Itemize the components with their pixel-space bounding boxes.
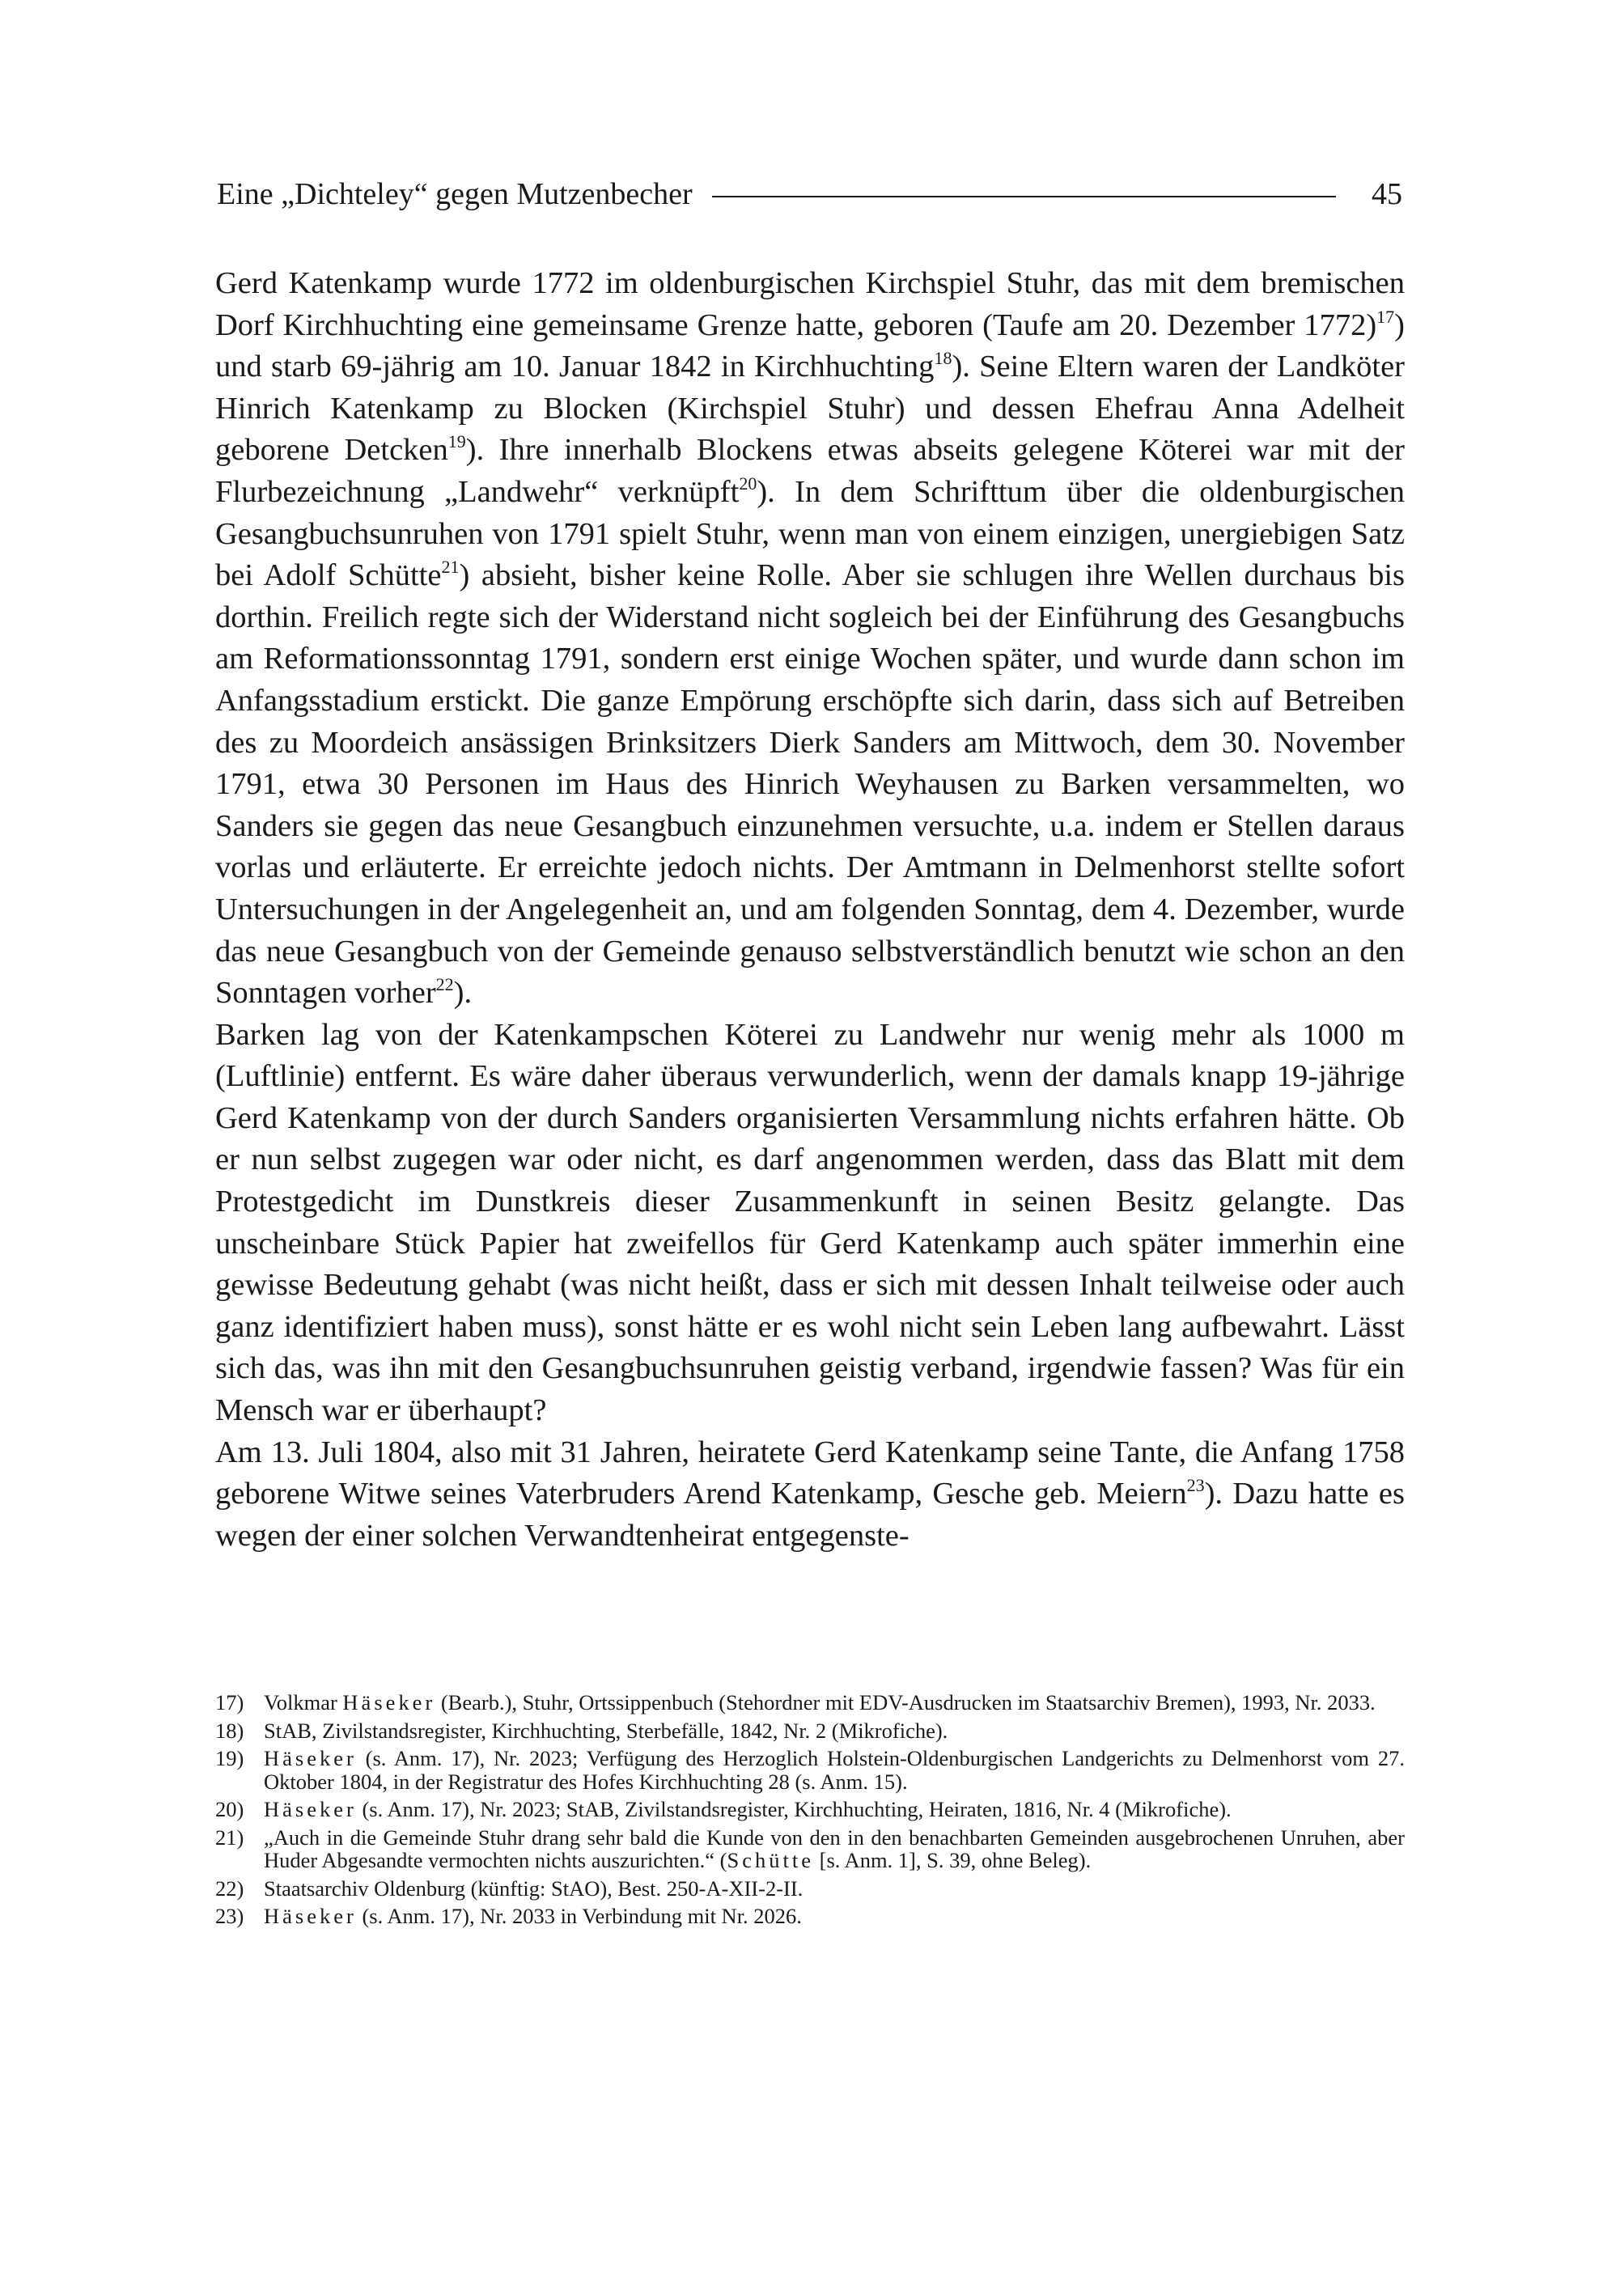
footnote-23: 23) Häseker (s. Anm. 17), Nr. 2033 in Verbindung mit Nr. 2026. <box>215 1904 802 1928</box>
paragraph-2: Barken lag von der Katenkampschen Köterei zu Landwehr nur wenig mehr als 1000 m (Luftlinie) entfernt. Es wäre daher überaus verwunderlich, wenn der damals knapp 19-jährige Gerd Katenkamp von der durch Sanders organisierten Versammlung nichts erfahren hätte. Ob er nun selbst zugegen war oder nicht, es darf angenommen werden, dass das Blatt mit dem Protestgedicht im Dunstkreis dieser Zusammenkunft in seinen Besitz gelangte. Das unscheinbare Stück Papier hat zweifellos für Gerd Katenkamp auch später immerhin eine gewisse Bedeutung gehabt (was nicht heißt, dass er sich mit dessen Inhalt teilweise oder auch ganz identifiziert haben muss), sonst hätte er es wohl nicht sein Leben lang aufbewahrt. Lässt sich das, was ihn mit den Gesangbuchsunruhen geistig verband, irgendwie fassen? Was für ein Mensch war er überhaupt? <box>215 1017 1405 1428</box>
footnote-ref-18: 18 <box>934 348 952 369</box>
footnote-ref-19: 19 <box>447 431 466 452</box>
footnote-ref-17: 17 <box>1376 306 1395 327</box>
footnote-17: 17) Volkmar Häseker (Bearb.), Stuhr, Ortssippenbuch (Stehordner mit EDV-Ausdrucken im Staatsarchiv Bremen), 1993, Nr. 2033. <box>215 1690 1376 1714</box>
author-name: Häseker <box>342 1690 436 1714</box>
main-text <box>215 263 1405 1557</box>
footnote-ref-21: 21 <box>441 557 460 578</box>
footnote-21: 21) „Auch in die Gemeinde Stuhr drang sehr bald die Kunde von den in den benachbarten Gemeinden ausgebrochenen Unruhen, aber Huder Abgesandte vermochten nichts auszurichten.“ (Schütte [s. Anm. 1], S. 39, ohne Beleg). <box>215 1825 1405 1872</box>
footnote-18: 18) StAB, Zivilstandsregister, Kirchhuchting, Sterbefälle, 1842, Nr. 2 (Mikrofiche). <box>215 1718 948 1743</box>
footnotes <box>215 1691 1405 1933</box>
author-name: Häseker <box>264 1797 357 1821</box>
running-title: Eine „Dichteley“ gegen Mutzenbecher <box>217 177 693 211</box>
paragraph-3: Am 13. Juli 1804, also mit 31 Jahren, heiratete Gerd Katenkamp seine Tante, die Anfang 1758 geborene Witwe seines Vaterbruders Arend Katenkamp, Gesche geb. Meiern$^{23}$). Dazu hatte es wegen der einer solchen Verwandtenheirat entgegenste- <box>215 1435 1405 1553</box>
page-number: 45 <box>1372 177 1402 211</box>
author-name: Schütte <box>727 1848 814 1872</box>
footnote-ref-22: 22 <box>435 974 454 995</box>
footnote-22: 22) Staatsarchiv Oldenburg (künftig: StAO), Best. 250-A-XII-2-II. <box>215 1876 804 1901</box>
author-name: Häseker <box>264 1904 357 1928</box>
footnote-19: 19) Häseker (s. Anm. 17), Nr. 2023; Verfügung des Herzoglich Holstein-Oldenburgischen Landgerichts zu Delmenhorst vom 27. Oktober 1804, in der Registratur des Hofes Kirchhuchting 28 (s. Anm. 15). <box>215 1746 1405 1794</box>
author-name: Häseker <box>264 1746 357 1770</box>
footnote-20: 20) Häseker (s. Anm. 17), Nr. 2023; StAB, Zivilstandsregister, Kirchhuchting, Heiraten, 1816, Nr. 4 (Mikrofiche). <box>215 1797 1232 1821</box>
paragraph-1: Gerd Katenkamp wurde 1772 im oldenburgischen Kirchspiel Stuhr, das mit dem bremischen Dorf Kirchhuchting eine gemeinsame Grenze hatte, geboren (Taufe am 20. Dezember 1772)$^{17}$) und starb 69-jährig am 10. Januar 1842 in Kirchhuchting$^{18}$). Seine Eltern waren der Landköter Hinrich Katenkamp zu Blocken (Kirchspiel Stuhr) und dessen Ehefrau Anna Adelheit geborene Detcken$^{19}$). Ihre innerhalb Blockens etwas abseits gelegene Köterei war mit der Flurbezeichnung „Landwehr“ verknüpft$^{20}$). In dem Schrifttum über die oldenburgischen Gesangbuchsunruhen von 1791 spielt Stuhr, wenn man von einem einzigen, unergiebigen Satz bei Adolf Schütte$^{21}$) absieht, bisher keine Rolle. Aber sie schlugen ihre Wellen durchaus bis dorthin. Freilich regte sich der Widerstand nicht sogleich bei der Einführung des Gesangbuchs am Reformationssonntag 1791, sondern erst einige Wochen später, und wurde dann schon im Anfangsstadium erstickt. Die ganze Empörung erschöpfte sich darin, dass sich auf Betreiben des zu Moordeich ansässigen Brinksitzers Dierk Sanders am Mittwoch, dem 30. November 1791, etwa 30 Personen im Haus des Hinrich Weyhausen zu Barken versammelten, wo Sanders sie gegen das neue Gesangbuch einzunehmen versuchte, u.a. indem er Stellen daraus vorlas und erläuterte. Er erreichte jedoch nichts. Der Amtmann in Delmenhorst stellte sofort Untersuchungen in der Angelegenheit an, und am folgenden Sonntag, dem 4. Dezember, wurde das neue Gesangbuch von der Gemeinde genauso selbstverständlich benutzt wie schon an den Sonntagen vorher$^{22}$). <box>215 266 1405 1011</box>
footnote-ref-23: 23 <box>1186 1475 1205 1496</box>
running-head <box>217 170 1402 218</box>
header-rule <box>712 196 1336 197</box>
footnote-ref-20: 20 <box>739 473 757 494</box>
